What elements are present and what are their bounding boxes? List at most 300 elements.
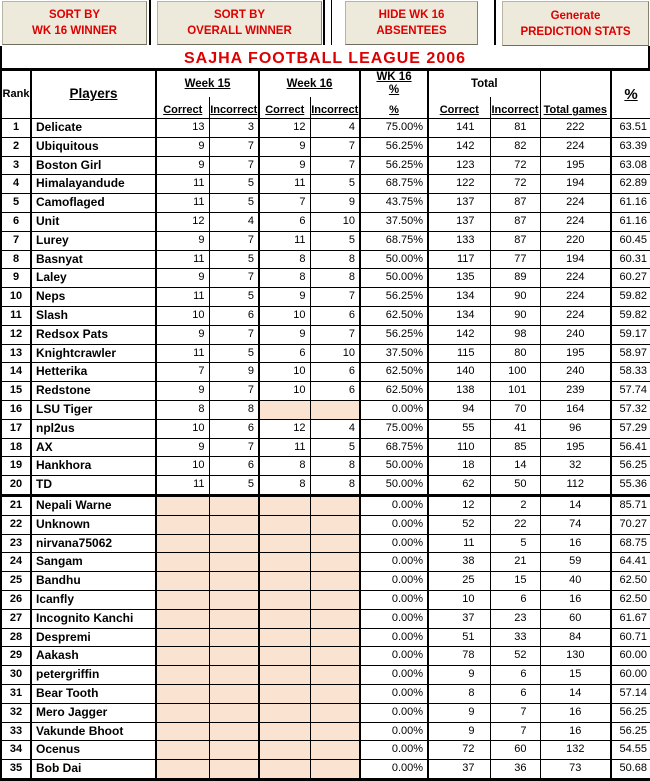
- total-incorrect-cell: 87: [490, 231, 540, 250]
- total-correct-cell: 123: [428, 156, 490, 175]
- w16-correct-cell: 8: [259, 269, 310, 288]
- overall-pct-cell: 54.55: [611, 741, 650, 760]
- w15-correct-cell: [156, 609, 209, 628]
- wk16-pct-cell: 0.00%: [360, 666, 428, 685]
- w16-incorrect-cell: [310, 684, 360, 703]
- wk16-pct-cell: 37.50%: [360, 212, 428, 231]
- total-games-cell: 222: [540, 119, 611, 138]
- w16-correct-cell: [259, 553, 310, 572]
- group-header-week15: Week 15: [156, 70, 259, 98]
- wk16-pct-cell: 56.25%: [360, 325, 428, 344]
- rank-cell: 28: [1, 628, 31, 647]
- w16-correct-cell: 7: [259, 194, 310, 213]
- table-row: [1, 572, 650, 591]
- rank-cell: 7: [1, 231, 31, 250]
- total-incorrect-cell: 80: [490, 344, 540, 363]
- wk16-pct-cell: 43.75%: [360, 194, 428, 213]
- wk16-pct-cell: 0.00%: [360, 609, 428, 628]
- w16-incorrect-cell: 6: [310, 382, 360, 401]
- total-games-cell: 84: [540, 628, 611, 647]
- total-correct-cell: 138: [428, 382, 490, 401]
- table-header: [1, 70, 650, 119]
- total-correct-cell: 9: [428, 703, 490, 722]
- w16-correct-cell: [259, 628, 310, 647]
- w15-incorrect-cell: [209, 590, 259, 609]
- wk16-pct-cell: 50.00%: [360, 457, 428, 476]
- player-name: Sangam: [31, 553, 156, 572]
- w16-correct-cell: [259, 400, 310, 419]
- wk16-pct-cell: 0.00%: [360, 703, 428, 722]
- player-name: TD: [31, 476, 156, 496]
- wk16-pct-cell: 75.00%: [360, 419, 428, 438]
- w15-incorrect-cell: [209, 628, 259, 647]
- total-incorrect-cell: 90: [490, 288, 540, 307]
- col-header-total-games: Total games: [540, 97, 611, 119]
- w16-correct-cell: 12: [259, 119, 310, 138]
- wk16-pct-cell: 62.50%: [360, 382, 428, 401]
- player-name: Incognito Kanchi: [31, 609, 156, 628]
- w15-correct-cell: 9: [156, 382, 209, 401]
- w16-incorrect-cell: [310, 609, 360, 628]
- table-row: [1, 609, 650, 628]
- overall-pct-cell: 63.08: [611, 156, 650, 175]
- w15-incorrect-cell: 3: [209, 119, 259, 138]
- w16-correct-cell: 6: [259, 212, 310, 231]
- total-incorrect-cell: 6: [490, 684, 540, 703]
- player-name: Redsox Pats: [31, 325, 156, 344]
- w15-correct-cell: 10: [156, 457, 209, 476]
- rank-cell: 24: [1, 553, 31, 572]
- table-row: [1, 553, 650, 572]
- rank-cell: 25: [1, 572, 31, 591]
- wk16-pct-cell: 0.00%: [360, 590, 428, 609]
- total-incorrect-cell: 85: [490, 438, 540, 457]
- rank-cell: 20: [1, 476, 31, 496]
- overall-pct-cell: 57.32: [611, 400, 650, 419]
- button-label: Generate: [550, 9, 601, 22]
- overall-pct-cell: 56.25: [611, 457, 650, 476]
- overall-pct-cell: 64.41: [611, 553, 650, 572]
- w16-incorrect-cell: [310, 760, 360, 780]
- w15-incorrect-cell: 9: [209, 363, 259, 382]
- w15-correct-cell: [156, 684, 209, 703]
- player-name: Laley: [31, 269, 156, 288]
- w15-incorrect-cell: [209, 609, 259, 628]
- w16-correct-cell: 9: [259, 156, 310, 175]
- total-incorrect-cell: 98: [490, 325, 540, 344]
- total-correct-cell: 18: [428, 457, 490, 476]
- w15-correct-cell: 9: [156, 325, 209, 344]
- w16-correct-cell: 12: [259, 419, 310, 438]
- w16-incorrect-cell: 8: [310, 250, 360, 269]
- w15-correct-cell: [156, 666, 209, 685]
- w16-correct-cell: 9: [259, 288, 310, 307]
- wk16-pct-cell: 0.00%: [360, 572, 428, 591]
- wk16-pct-cell: 0.00%: [360, 515, 428, 534]
- wk16-pct-cell: 0.00%: [360, 741, 428, 760]
- w16-incorrect-cell: 4: [310, 119, 360, 138]
- total-games-cell: 132: [540, 741, 611, 760]
- button-label: SORT BY: [213, 9, 266, 21]
- total-correct-cell: 8: [428, 684, 490, 703]
- overall-pct-cell: 70.27: [611, 515, 650, 534]
- wk16-pct-cell: 56.25%: [360, 156, 428, 175]
- w16-correct-cell: 10: [259, 306, 310, 325]
- total-incorrect-cell: 52: [490, 647, 540, 666]
- rank-cell: 11: [1, 306, 31, 325]
- w15-correct-cell: [156, 628, 209, 647]
- wk16-pct-cell: 62.50%: [360, 363, 428, 382]
- total-correct-cell: 25: [428, 572, 490, 591]
- overall-pct-cell: 61.16: [611, 212, 650, 231]
- overall-pct-cell: 61.67: [611, 609, 650, 628]
- total-correct-cell: 51: [428, 628, 490, 647]
- w15-incorrect-cell: 5: [209, 344, 259, 363]
- w16-incorrect-cell: 8: [310, 476, 360, 496]
- w15-correct-cell: [156, 515, 209, 534]
- player-name: AX: [31, 438, 156, 457]
- w16-correct-cell: [259, 741, 310, 760]
- col-header-players: Players: [31, 70, 156, 119]
- total-incorrect-cell: 60: [490, 741, 540, 760]
- total-incorrect-cell: 5: [490, 534, 540, 553]
- total-incorrect-cell: 81: [490, 119, 540, 138]
- overall-pct-cell: 60.27: [611, 269, 650, 288]
- rank-cell: 18: [1, 438, 31, 457]
- w15-correct-cell: [156, 572, 209, 591]
- w16-correct-cell: 10: [259, 363, 310, 382]
- player-name: Unit: [31, 212, 156, 231]
- total-incorrect-cell: 101: [490, 382, 540, 401]
- total-games-cell: 224: [540, 137, 611, 156]
- overall-pct-cell: 59.82: [611, 288, 650, 307]
- wk16-pct-cell: 0.00%: [360, 628, 428, 647]
- total-correct-cell: 134: [428, 306, 490, 325]
- total-games-cell: 73: [540, 760, 611, 780]
- table-row: [1, 438, 650, 457]
- wk16-pct-cell: 0.00%: [360, 495, 428, 515]
- table-row: [1, 590, 650, 609]
- w16-incorrect-cell: [310, 628, 360, 647]
- table-row: [1, 363, 650, 382]
- w15-incorrect-cell: 7: [209, 156, 259, 175]
- table-row: [1, 457, 650, 476]
- total-incorrect-cell: 89: [490, 269, 540, 288]
- table-row: [1, 495, 650, 515]
- sort-overall-winner-button[interactable]: [157, 1, 322, 45]
- rank-cell: 3: [1, 156, 31, 175]
- rank-cell: 13: [1, 344, 31, 363]
- rank-cell: 12: [1, 325, 31, 344]
- rank-cell: 26: [1, 590, 31, 609]
- overall-pct-cell: 60.71: [611, 628, 650, 647]
- player-name: Unknown: [31, 515, 156, 534]
- button-label: ABSENTEES: [376, 25, 447, 37]
- player-name: Nepali Warne: [31, 495, 156, 515]
- col-header-overall-pct: %: [611, 70, 650, 119]
- total-incorrect-cell: 2: [490, 495, 540, 515]
- player-name: Vakunde Bhoot: [31, 722, 156, 741]
- total-games-cell: 74: [540, 515, 611, 534]
- player-name: Aakash: [31, 647, 156, 666]
- table-row: [1, 684, 650, 703]
- overall-pct-cell: 57.74: [611, 382, 650, 401]
- rank-cell: 22: [1, 515, 31, 534]
- w16-correct-cell: 11: [259, 231, 310, 250]
- total-games-cell: 240: [540, 325, 611, 344]
- button-label: WK 16 WINNER: [32, 25, 117, 37]
- overall-pct-cell: 56.25: [611, 703, 650, 722]
- table-row: [1, 306, 650, 325]
- rank-cell: 33: [1, 722, 31, 741]
- wk16-pct-cell: 56.25%: [360, 288, 428, 307]
- w16-correct-cell: [259, 647, 310, 666]
- total-games-cell: 16: [540, 590, 611, 609]
- overall-pct-cell: 60.45: [611, 231, 650, 250]
- wk16-pct-cell: 0.00%: [360, 553, 428, 572]
- w15-correct-cell: 11: [156, 476, 209, 496]
- table-row: [1, 137, 650, 156]
- overall-pct-cell: 58.33: [611, 363, 650, 382]
- button-label: OVERALL WINNER: [187, 25, 292, 37]
- rank-cell: 9: [1, 269, 31, 288]
- table-row: [1, 703, 650, 722]
- total-correct-cell: 137: [428, 194, 490, 213]
- total-incorrect-cell: 21: [490, 553, 540, 572]
- w15-incorrect-cell: 5: [209, 476, 259, 496]
- w15-correct-cell: [156, 534, 209, 553]
- w15-correct-cell: 9: [156, 156, 209, 175]
- player-name: Bob Dai: [31, 760, 156, 780]
- w15-incorrect-cell: 7: [209, 231, 259, 250]
- total-games-cell: 224: [540, 212, 611, 231]
- player-name: Basnyat: [31, 250, 156, 269]
- total-incorrect-cell: 22: [490, 515, 540, 534]
- player-name: Redstone: [31, 382, 156, 401]
- title-strip: [0, 46, 650, 68]
- rank-cell: 17: [1, 419, 31, 438]
- overall-pct-cell: 58.97: [611, 344, 650, 363]
- total-games-cell: 195: [540, 438, 611, 457]
- w16-incorrect-cell: 8: [310, 269, 360, 288]
- total-correct-cell: 142: [428, 137, 490, 156]
- table-row: [1, 741, 650, 760]
- w16-correct-cell: [259, 590, 310, 609]
- total-games-cell: 59: [540, 553, 611, 572]
- w15-correct-cell: 9: [156, 231, 209, 250]
- table-row: [1, 119, 650, 138]
- total-correct-cell: 135: [428, 269, 490, 288]
- wk16-pct-cell: 0.00%: [360, 534, 428, 553]
- wk16-pct-cell: 75.00%: [360, 119, 428, 138]
- total-correct-cell: 137: [428, 212, 490, 231]
- total-correct-cell: 9: [428, 722, 490, 741]
- w15-incorrect-cell: [209, 703, 259, 722]
- total-games-cell: 14: [540, 495, 611, 515]
- w15-incorrect-cell: 7: [209, 325, 259, 344]
- table-row: [1, 269, 650, 288]
- player-name: Icanfly: [31, 590, 156, 609]
- total-games-cell: 16: [540, 703, 611, 722]
- rank-cell: 8: [1, 250, 31, 269]
- total-correct-cell: 122: [428, 175, 490, 194]
- wk16-pct-cell: 56.25%: [360, 137, 428, 156]
- rank-cell: 27: [1, 609, 31, 628]
- total-correct-cell: 37: [428, 760, 490, 780]
- total-games-cell: 14: [540, 684, 611, 703]
- table-row: [1, 325, 650, 344]
- w15-correct-cell: [156, 495, 209, 515]
- player-name: Hankhora: [31, 457, 156, 476]
- w15-incorrect-cell: [209, 572, 259, 591]
- total-correct-cell: 110: [428, 438, 490, 457]
- total-incorrect-cell: 72: [490, 175, 540, 194]
- overall-pct-cell: 63.51: [611, 119, 650, 138]
- w15-incorrect-cell: 6: [209, 457, 259, 476]
- hide-wk16-absentees-button[interactable]: [345, 1, 478, 45]
- total-correct-cell: 140: [428, 363, 490, 382]
- player-name: Mero Jagger: [31, 703, 156, 722]
- player-name: Knightcrawler: [31, 344, 156, 363]
- total-correct-cell: 94: [428, 400, 490, 419]
- table-row: [1, 628, 650, 647]
- w16-incorrect-cell: [310, 400, 360, 419]
- total-correct-cell: 141: [428, 119, 490, 138]
- generate-prediction-stats-button[interactable]: [502, 1, 649, 46]
- wk16-pct-cell: 50.00%: [360, 250, 428, 269]
- w15-correct-cell: 11: [156, 344, 209, 363]
- total-correct-cell: 11: [428, 534, 490, 553]
- w15-correct-cell: 11: [156, 194, 209, 213]
- total-correct-cell: 37: [428, 609, 490, 628]
- total-incorrect-cell: 41: [490, 419, 540, 438]
- button-label: PREDICTION STATS: [520, 25, 631, 38]
- w15-incorrect-cell: 4: [209, 212, 259, 231]
- total-games-cell: 240: [540, 363, 611, 382]
- col-header-total-correct: Correct: [428, 97, 490, 119]
- player-name: Bear Tooth: [31, 684, 156, 703]
- col-header-w15-incorrect: Incorrect: [209, 97, 259, 119]
- button-label: SORT BY: [48, 9, 101, 21]
- rank-cell: 34: [1, 741, 31, 760]
- w15-incorrect-cell: [209, 741, 259, 760]
- col-header-w16-correct: Correct: [259, 97, 310, 119]
- total-incorrect-cell: 87: [490, 194, 540, 213]
- total-correct-cell: 9: [428, 666, 490, 685]
- total-games-cell: 96: [540, 419, 611, 438]
- table-body: [1, 119, 650, 780]
- total-games-cell: 195: [540, 156, 611, 175]
- w15-incorrect-cell: 7: [209, 382, 259, 401]
- total-games-cell: 16: [540, 534, 611, 553]
- group-header-total: Total: [428, 70, 540, 98]
- rank-cell: 29: [1, 647, 31, 666]
- table-row: [1, 344, 650, 363]
- player-name: Delicate: [31, 119, 156, 138]
- w15-correct-cell: 10: [156, 306, 209, 325]
- total-correct-cell: 133: [428, 231, 490, 250]
- w15-correct-cell: 11: [156, 175, 209, 194]
- total-games-cell: 224: [540, 288, 611, 307]
- wk16-pct-cell: 0.00%: [360, 647, 428, 666]
- total-correct-cell: 52: [428, 515, 490, 534]
- total-correct-cell: 10: [428, 590, 490, 609]
- w15-correct-cell: [156, 741, 209, 760]
- w15-incorrect-cell: 5: [209, 194, 259, 213]
- table-row: [1, 175, 650, 194]
- w16-correct-cell: 8: [259, 457, 310, 476]
- total-correct-cell: 62: [428, 476, 490, 496]
- w16-correct-cell: 6: [259, 344, 310, 363]
- w16-incorrect-cell: 8: [310, 457, 360, 476]
- wk16-pct-cell: 62.50%: [360, 306, 428, 325]
- w16-incorrect-cell: 7: [310, 325, 360, 344]
- total-incorrect-cell: 6: [490, 590, 540, 609]
- w16-correct-cell: 9: [259, 137, 310, 156]
- overall-pct-cell: 57.29: [611, 419, 650, 438]
- total-games-cell: 164: [540, 400, 611, 419]
- wk16-pct-cell: 0.00%: [360, 760, 428, 780]
- sort-wk16-winner-button[interactable]: [2, 1, 147, 45]
- grid-divider: [494, 0, 496, 45]
- player-name: Lurey: [31, 231, 156, 250]
- total-incorrect-cell: 90: [490, 306, 540, 325]
- w16-correct-cell: [259, 534, 310, 553]
- w15-incorrect-cell: [209, 534, 259, 553]
- total-incorrect-cell: 7: [490, 722, 540, 741]
- w16-correct-cell: [259, 572, 310, 591]
- total-incorrect-cell: 70: [490, 400, 540, 419]
- wk16-pct-cell: 0.00%: [360, 684, 428, 703]
- w15-incorrect-cell: 7: [209, 269, 259, 288]
- w16-incorrect-cell: 5: [310, 175, 360, 194]
- w16-incorrect-cell: [310, 572, 360, 591]
- col-header-rank: Rank: [1, 70, 31, 119]
- w15-incorrect-cell: 6: [209, 306, 259, 325]
- player-name: nirvana75062: [31, 534, 156, 553]
- w15-correct-cell: [156, 553, 209, 572]
- w15-correct-cell: [156, 647, 209, 666]
- total-incorrect-cell: 15: [490, 572, 540, 591]
- w15-correct-cell: 10: [156, 419, 209, 438]
- total-games-cell: 32: [540, 457, 611, 476]
- w16-correct-cell: [259, 703, 310, 722]
- wk16-pct-cell: 68.75%: [360, 231, 428, 250]
- wk16-pct-cell: 50.00%: [360, 476, 428, 496]
- w16-correct-cell: 8: [259, 250, 310, 269]
- player-name: Ubiquitous: [31, 137, 156, 156]
- w16-incorrect-cell: [310, 534, 360, 553]
- total-correct-cell: 115: [428, 344, 490, 363]
- rank-cell: 5: [1, 194, 31, 213]
- w15-correct-cell: 9: [156, 137, 209, 156]
- button-label: HIDE WK 16: [378, 9, 445, 21]
- total-games-cell: 16: [540, 722, 611, 741]
- w15-correct-cell: [156, 760, 209, 780]
- w16-incorrect-cell: 6: [310, 306, 360, 325]
- w16-correct-cell: 11: [259, 438, 310, 457]
- wk16-pct-cell: 37.50%: [360, 344, 428, 363]
- col-header-w16-incorrect: Incorrect: [310, 97, 360, 119]
- total-incorrect-cell: 6: [490, 666, 540, 685]
- grid-divider: [331, 0, 332, 45]
- player-name: Bandhu: [31, 572, 156, 591]
- grid-divider: [149, 0, 151, 45]
- wk16-pct-cell: 0.00%: [360, 400, 428, 419]
- group-header-week16: Week 16: [259, 70, 360, 98]
- total-incorrect-cell: 14: [490, 457, 540, 476]
- table-row: [1, 156, 650, 175]
